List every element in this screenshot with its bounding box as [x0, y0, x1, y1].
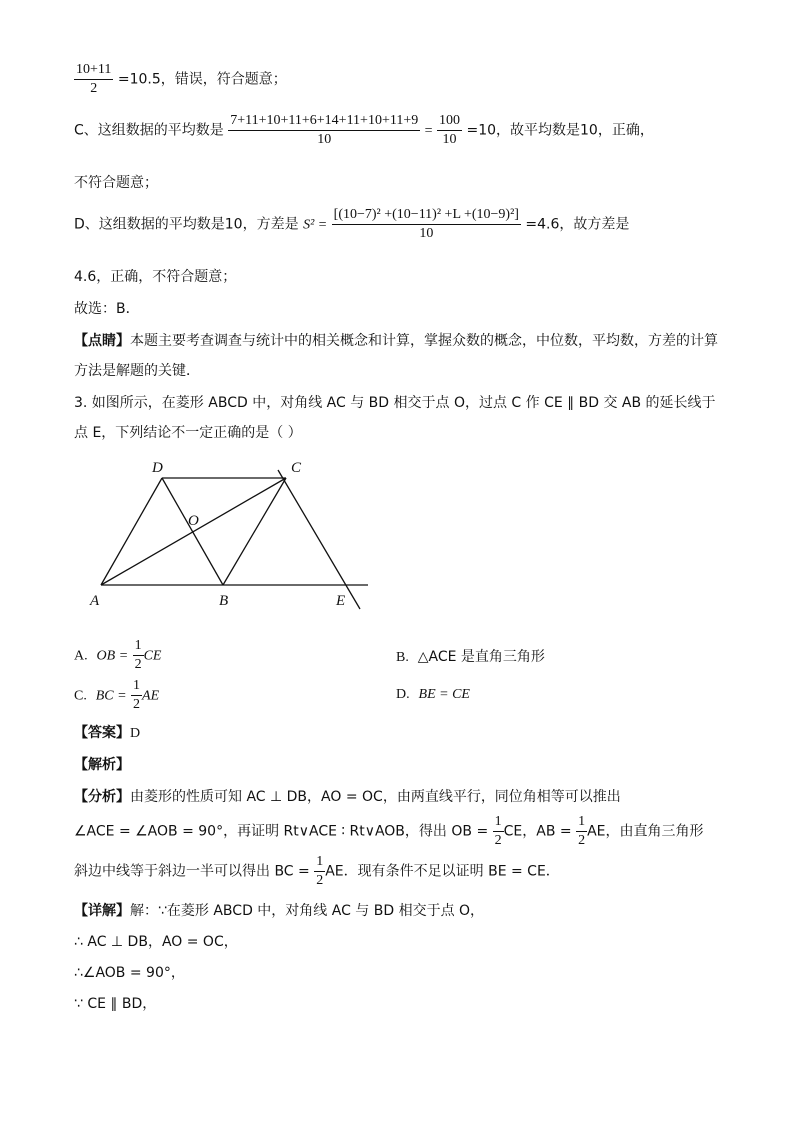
option-c-mean-line: C、这组数据的平均数是 $\frac{7+11+10+11+6+14+11+10+11+9}{10}$ = $\frac{100}{10}$ =10，故平均数是10，正确， — [74, 113, 654, 147]
line-ce — [278, 470, 360, 609]
analysis-tag: 【解析】 — [74, 757, 130, 773]
label-o: O — [188, 513, 199, 529]
label-e: E — [336, 593, 346, 609]
question-3-line-2: 点 E，下列结论不一定正确的是（ ） — [74, 425, 302, 441]
option-c-end: 不符合题意； — [74, 175, 158, 191]
comment-line-1: 【点睛】本题主要考查调查与统计中的相关概念和计算，掌握众数的概念，中位数，平均数，方差的计算 — [74, 333, 718, 349]
answer-tag: 【答案】 — [74, 725, 130, 741]
rhombus-figure — [80, 452, 380, 616]
analysis-fraction-1: $\frac{1}{2}$ — [494, 814, 502, 848]
answer-value: D — [130, 726, 141, 741]
answer-line — [74, 722, 140, 742]
option-a: A. OB = $\frac{1}{2}$ CE — [74, 638, 162, 672]
label-a: A — [90, 593, 100, 609]
option-d-variance-line — [74, 207, 629, 242]
option-d: D. BE = CE — [396, 687, 470, 702]
option-d-prefix: D、这组数据的平均数是10，方差是 — [74, 216, 299, 233]
analysis-fraction-2: $\frac{1}{2}$ — [578, 814, 586, 848]
label-b: B — [219, 593, 229, 609]
comment-tag: 【点睛】 — [74, 333, 130, 349]
analysis-line-2: ∠ACE = ∠AOB = 90°，再证明 Rt∨ACE ∶ Rt∨AOB，得出 OB = $\frac{1}{2}$ CE，AB = $\frac{1}{2}$ AE，由直角三角形 — [74, 814, 704, 848]
question-3-line-1: 3. 如图所示，在菱形 ABCD 中，对角线 AC 与 BD 相交于点 O，过点 C 作 CE ∥ BD 交 AB 的延长线于 — [74, 395, 716, 411]
option-b: B. △ACE 是直角三角形 — [396, 649, 545, 665]
choose-line: 故选：B． — [74, 301, 140, 317]
comment-line-2: 方法是解题的关键． — [74, 363, 200, 379]
analysis-line-3: 斜边中线等于斜边一半可以得出 BC = $\frac{1}{2}$ AE．现有条件不足以证明 BE = CE． — [74, 854, 560, 888]
label-c: C — [291, 460, 302, 476]
mean-fraction: $\frac{7+11+10+11+6+14+11+10+11+9}{10}$ — [230, 113, 419, 147]
fenxi-tag: 【分析】 — [74, 789, 130, 805]
option-a-fraction: $\frac{1}{2}$ — [134, 638, 142, 672]
option-c-fraction: $\frac{1}{2}$ — [133, 678, 141, 712]
analysis-line-1: 【分析】由菱形的性质可知 AC ⊥ DB，AO = OC，由两直线平行，同位角相等可以推出 — [74, 789, 621, 805]
side-ad — [101, 478, 162, 585]
side-bc — [223, 478, 286, 585]
option-c-rest: =10，故平均数是10，正确， — [466, 122, 654, 139]
line-fraction-median — [74, 62, 287, 97]
diagonal-ac — [101, 478, 286, 585]
variance-fraction: $\frac{\text{[(10−7)² +(10−11)² +L +(10−9)²]}}{10}$ — [333, 207, 519, 241]
fraction: $\frac{10+11}{2}$ — [76, 62, 112, 96]
label-d: D — [152, 460, 163, 476]
detail-line-2: ∴ AC ⊥ DB，AO = OC， — [74, 934, 238, 950]
detail-line-4: ∵ CE ∥ BD， — [74, 996, 157, 1012]
option-c-prefix: C、这组数据的平均数是 — [74, 122, 224, 139]
mean-result-fraction: $\frac{100}{10}$ — [439, 113, 461, 147]
detail-tag: 【详解】 — [74, 903, 130, 919]
detail-line-1: 【详解】解：∵在菱形 ABCD 中，对角线 AC 与 BD 相交于点 O， — [74, 903, 485, 919]
variance-symbol: S² = — [303, 217, 328, 233]
option-c: C. BC = $\frac{1}{2}$ AE — [74, 678, 160, 712]
diagonal-bd — [162, 478, 223, 585]
option-d-end: 4.6，正确，不符合题意； — [74, 269, 237, 285]
analysis-fraction-3: $\frac{1}{2}$ — [316, 854, 324, 888]
option-d-rest: =4.6，故方差是 — [525, 216, 630, 233]
detail-line-3: ∴∠AOB = 90°， — [74, 965, 185, 981]
line1-text: =10.5，错误，符合题意； — [117, 71, 287, 88]
